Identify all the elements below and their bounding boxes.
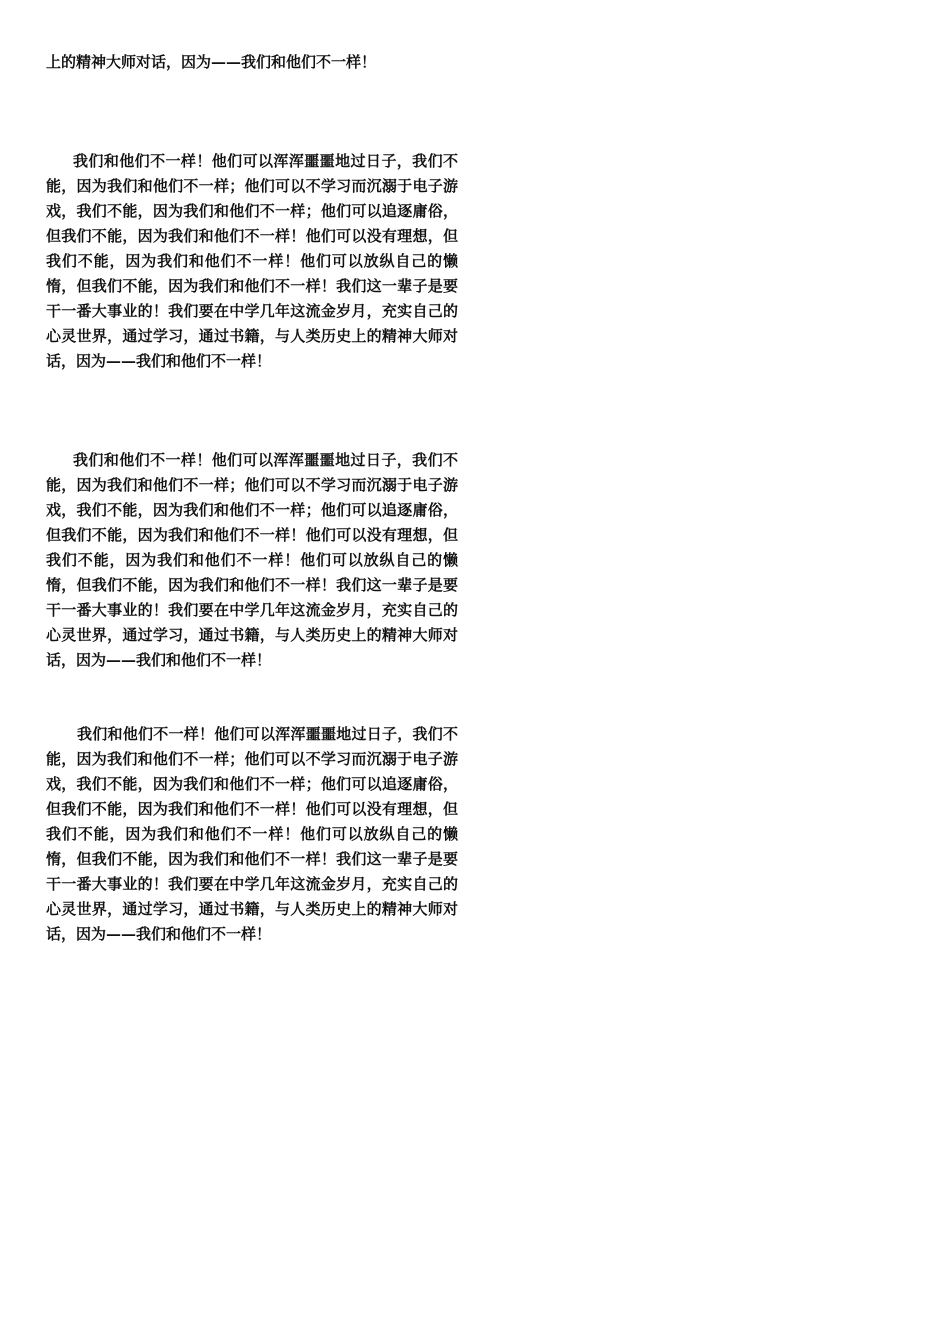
continued-line: 上的精神大师对话，因为——我们和他们不一样！ bbox=[46, 53, 377, 71]
paragraph-1: 我们和他们不一样！他们可以浑浑噩噩地过日子，我们不能，因为我们和他们不一样；他们可以不学习而沉溺于电子游戏，我们不能，因为我们和他们不一样；他们可以追逐庸俗，但我们不能，因为我们和他们不一样！他们可以没有理想，但我们不能，因为我们和他们不一样！他们可以放纵自己的懒惰，但我们不能，因为我们和他们不一样！我们这一辈子是要干一番大事业的！我们要在中学几年这流金岁月，充实自己的心灵世界，通过学习，通过书籍，与人类历史上的精神大师对话，因为——我们和他们不一样！ bbox=[46, 152, 458, 370]
paragraph-2: 我们和他们不一样！他们可以浑浑噩噩地过日子，我们不能，因为我们和他们不一样；他们可以不学习而沉溺于电子游戏，我们不能，因为我们和他们不一样；他们可以追逐庸俗，但我们不能，因为我们和他们不一样！他们可以没有理想，但我们不能，因为我们和他们不一样！他们可以放纵自己的懒惰，但我们不能，因为我们和他们不一样！我们这一辈子是要干一番大事业的！我们要在中学几年这流金岁月，充实自己的心灵世界，通过学习，通过书籍，与人类历史上的精神大师对话，因为——我们和他们不一样！ bbox=[46, 451, 458, 669]
paragraph-3: 我们和他们不一样！他们可以浑浑噩噩地过日子，我们不能，因为我们和他们不一样；他们可以不学习而沉溺于电子游戏，我们不能，因为我们和他们不一样；他们可以追逐庸俗，但我们不能，因为我们和他们不一样！他们可以没有理想，但我们不能，因为我们和他们不一样！他们可以放纵自己的懒惰，但我们不能，因为我们和他们不一样！我们这一辈子是要干一番大事业的！我们要在中学几年这流金岁月，充实自己的心灵世界，通过学习，通过书籍，与人类历史上的精神大师对话，因为——我们和他们不一样！ bbox=[46, 725, 458, 943]
